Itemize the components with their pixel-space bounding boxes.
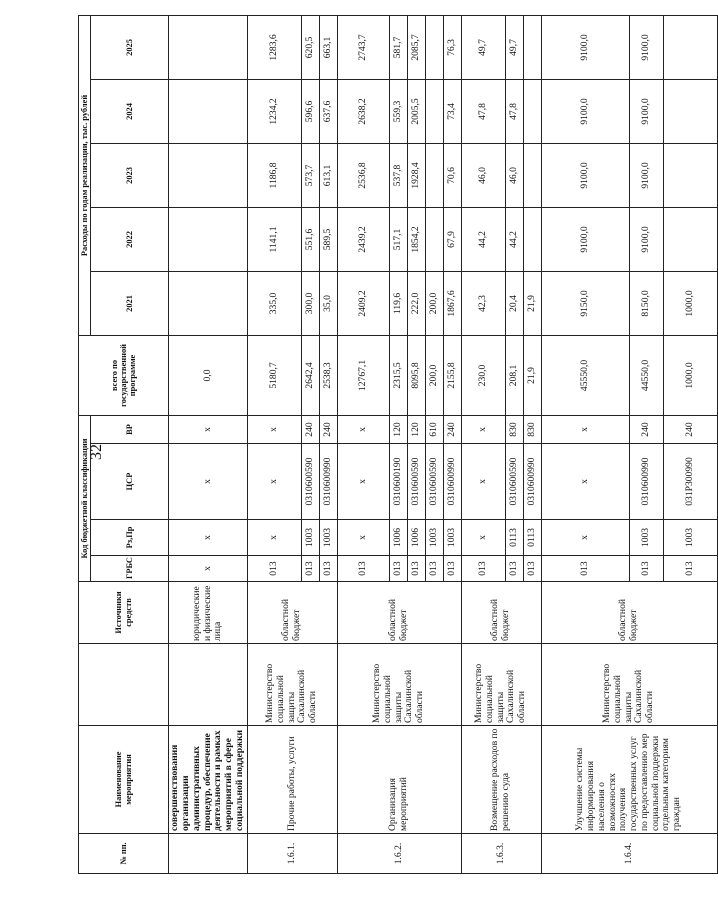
- year-value-cell: 517,1: [389, 207, 407, 271]
- total-cell: 44550,0: [629, 335, 663, 415]
- year-value-cell: [425, 143, 443, 207]
- grbs-cell: 013: [247, 556, 301, 582]
- total-cell: 12767,1: [337, 335, 389, 415]
- executor-cell: Министерство социальной защиты Сахалинской области: [461, 644, 541, 726]
- header-executor: [79, 644, 169, 726]
- year-value-cell: [663, 207, 717, 271]
- year-value-cell: 9100,0: [541, 143, 629, 207]
- funding-source: областной бюджет: [541, 582, 717, 644]
- year-value-cell: [663, 15, 717, 79]
- grbs-cell: 013: [663, 556, 717, 582]
- header-name: Наименование мероприятия: [79, 726, 169, 834]
- year-value-cell: 9150,0: [541, 271, 629, 335]
- header-year: 2025: [91, 15, 169, 79]
- vr-cell: х: [169, 415, 247, 443]
- year-value-cell: 8150,0: [629, 271, 663, 335]
- table-row: [541, 15, 629, 873]
- grbs-cell: 013: [523, 556, 541, 582]
- rzpr-cell: 0113: [505, 520, 523, 556]
- year-value-cell: 1854,2: [407, 207, 425, 271]
- year-value-cell: 2085,7: [407, 15, 425, 79]
- year-value-cell: 119,6: [389, 271, 407, 335]
- header-num: № пп.: [79, 834, 169, 874]
- rzpr-cell: 1006: [407, 520, 425, 556]
- csr-cell: х: [337, 444, 389, 520]
- year-value-cell: 47,8: [505, 79, 523, 143]
- rzpr-cell: 1003: [629, 520, 663, 556]
- table-row: [461, 15, 505, 873]
- rzpr-cell: 1003: [443, 520, 461, 556]
- row-number: 1.6.2.: [337, 834, 461, 874]
- year-value-cell: [169, 271, 247, 335]
- header-year: 2021: [91, 271, 169, 335]
- executor-cell: Министерство социальной защиты Сахалинской области: [541, 644, 717, 726]
- rzpr-cell: х: [247, 520, 301, 556]
- grbs-cell: 013: [443, 556, 461, 582]
- total-cell: 5180,7: [247, 335, 301, 415]
- funding-source: областной бюджет: [337, 582, 461, 644]
- year-value-cell: 2005,5: [407, 79, 425, 143]
- rzpr-cell: х: [461, 520, 505, 556]
- activity-name: Организация мероприятий: [337, 726, 461, 834]
- funding-source: областной бюджет: [247, 582, 337, 644]
- csr-cell: х: [541, 444, 629, 520]
- total-cell: 208,1: [505, 335, 523, 415]
- year-value-cell: 49,7: [505, 15, 523, 79]
- table-row: [247, 15, 301, 873]
- csr-cell: х: [169, 444, 247, 520]
- csr-cell: 0310600190: [389, 444, 407, 520]
- total-cell: 2155,8: [443, 335, 461, 415]
- row-number: 1.6.4.: [541, 834, 717, 874]
- grbs-cell: 013: [389, 556, 407, 582]
- csr-cell: 0310600590: [301, 444, 319, 520]
- table-body: [169, 15, 717, 873]
- vr-cell: 240: [301, 415, 319, 443]
- csr-cell: х: [461, 444, 505, 520]
- year-value-cell: 9100,0: [629, 207, 663, 271]
- year-value-cell: [169, 207, 247, 271]
- rzpr-cell: 1003: [301, 520, 319, 556]
- rzpr-cell: х: [337, 520, 389, 556]
- activity-name: Улучшение системы информирования населения о возможностях получения государственных услуг по предоставлению мер социальной поддержки отдельным категориям граждан: [541, 726, 717, 834]
- executor-cell: Министерство социальной защиты Сахалинской области: [247, 644, 337, 726]
- grbs-cell: 013: [425, 556, 443, 582]
- vr-cell: 830: [505, 415, 523, 443]
- year-value-cell: [523, 15, 541, 79]
- year-value-cell: [425, 79, 443, 143]
- total-cell: 2642,4: [301, 335, 319, 415]
- year-value-cell: 2536,8: [337, 143, 389, 207]
- year-value-cell: 42,3: [461, 271, 505, 335]
- year-value-cell: 537,8: [389, 143, 407, 207]
- grbs-cell: 013: [407, 556, 425, 582]
- vr-cell: 830: [523, 415, 541, 443]
- total-cell: 8095,8: [407, 335, 425, 415]
- grbs-cell: х: [169, 556, 247, 582]
- csr-cell: 0310600990: [319, 444, 337, 520]
- header-vr: ВР: [91, 415, 169, 443]
- grbs-cell: 013: [337, 556, 389, 582]
- year-value-cell: 9100,0: [629, 15, 663, 79]
- activity-name: совершенствования организации административных процедур, обеспечение деятельности и рамках мероприятий в сфере социальной поддержки: [169, 726, 247, 834]
- year-value-cell: 2638,2: [337, 79, 389, 143]
- year-value-cell: 44,2: [505, 207, 523, 271]
- year-value-cell: 44,2: [461, 207, 505, 271]
- year-value-cell: 620,5: [301, 15, 319, 79]
- rzpr-cell: 0113: [523, 520, 541, 556]
- year-value-cell: [425, 15, 443, 79]
- rzpr-cell: 1003: [425, 520, 443, 556]
- vr-cell: х: [247, 415, 301, 443]
- funding-source: областной бюджет: [461, 582, 541, 644]
- total-cell: 1000,0: [663, 335, 717, 415]
- year-value-cell: 73,4: [443, 79, 461, 143]
- rotated-table-container: [78, 16, 695, 874]
- year-value-cell: [523, 207, 541, 271]
- total-cell: 2538,3: [319, 335, 337, 415]
- rzpr-cell: х: [169, 520, 247, 556]
- year-value-cell: 2743,7: [337, 15, 389, 79]
- year-value-cell: 1867,6: [443, 271, 461, 335]
- vr-cell: 120: [407, 415, 425, 443]
- total-cell: 2315,5: [389, 335, 407, 415]
- vr-cell: 120: [389, 415, 407, 443]
- year-value-cell: 589,5: [319, 207, 337, 271]
- year-value-cell: 1000,0: [663, 271, 717, 335]
- row-number: 1.6.1.: [247, 834, 337, 874]
- vr-cell: 240: [663, 415, 717, 443]
- csr-cell: 0310600590: [407, 444, 425, 520]
- header-year: 2024: [91, 79, 169, 143]
- executor-cell: [169, 644, 247, 726]
- grbs-cell: 013: [505, 556, 523, 582]
- executor-cell: Министерство социальной защиты Сахалинской области: [337, 644, 461, 726]
- grbs-cell: 013: [319, 556, 337, 582]
- csr-cell: 0310600990: [523, 444, 541, 520]
- activity-name: Прочие работы, услуги: [247, 726, 337, 834]
- total-cell: 0,0: [169, 335, 247, 415]
- page-number: 32: [88, 444, 105, 460]
- year-value-cell: 9100,0: [541, 207, 629, 271]
- vr-cell: х: [541, 415, 629, 443]
- header-year: 2022: [91, 207, 169, 271]
- year-value-cell: 663,1: [319, 15, 337, 79]
- vr-cell: х: [337, 415, 389, 443]
- header-year: 2023: [91, 143, 169, 207]
- year-value-cell: 581,7: [389, 15, 407, 79]
- header-grbs: ГРБС: [91, 556, 169, 582]
- funding-source: юридические и физические лица: [169, 582, 247, 644]
- vr-cell: 240: [443, 415, 461, 443]
- csr-cell: 0310600990: [629, 444, 663, 520]
- year-value-cell: 613,1: [319, 143, 337, 207]
- year-value-cell: 46,0: [505, 143, 523, 207]
- table-row: [337, 15, 389, 873]
- year-value-cell: 70,6: [443, 143, 461, 207]
- year-value-cell: 300,0: [301, 271, 319, 335]
- vr-cell: 240: [319, 415, 337, 443]
- table-row: [169, 15, 247, 873]
- year-value-cell: 9100,0: [629, 143, 663, 207]
- year-value-cell: 335,0: [247, 271, 301, 335]
- year-value-cell: [663, 143, 717, 207]
- vr-cell: 610: [425, 415, 443, 443]
- year-value-cell: 20,4: [505, 271, 523, 335]
- year-value-cell: 47,8: [461, 79, 505, 143]
- year-value-cell: 2439,2: [337, 207, 389, 271]
- header-total: всего по государственной программе: [79, 335, 169, 415]
- year-value-cell: 1283,6: [247, 15, 301, 79]
- year-value-cell: 559,3: [389, 79, 407, 143]
- year-value-cell: 9100,0: [541, 15, 629, 79]
- year-value-cell: [169, 15, 247, 79]
- vr-cell: 240: [629, 415, 663, 443]
- year-value-cell: [169, 143, 247, 207]
- budget-table: [78, 15, 718, 874]
- header-rzpr: Рз,Пр: [91, 520, 169, 556]
- row-number: 1.6.3.: [461, 834, 541, 874]
- year-value-cell: 1234,2: [247, 79, 301, 143]
- year-value-cell: 200,0: [425, 271, 443, 335]
- year-value-cell: 596,6: [301, 79, 319, 143]
- header-csr: ЦСР: [91, 444, 169, 520]
- total-cell: 200,0: [425, 335, 443, 415]
- header-code-group: Код бюджетной классификации: [79, 415, 91, 581]
- year-value-cell: 67,9: [443, 207, 461, 271]
- year-value-cell: 76,3: [443, 15, 461, 79]
- year-value-cell: 1928,4: [407, 143, 425, 207]
- header-row-1: [79, 15, 91, 873]
- rzpr-cell: 1006: [389, 520, 407, 556]
- year-value-cell: 46,0: [461, 143, 505, 207]
- year-value-cell: 1141,1: [247, 207, 301, 271]
- csr-cell: 031Р300990: [663, 444, 717, 520]
- csr-cell: х: [247, 444, 301, 520]
- row-number: [169, 834, 247, 874]
- year-value-cell: 21,9: [523, 271, 541, 335]
- year-value-cell: [523, 143, 541, 207]
- year-value-cell: 35,0: [319, 271, 337, 335]
- vr-cell: х: [461, 415, 505, 443]
- year-value-cell: 551,6: [301, 207, 319, 271]
- year-value-cell: [523, 79, 541, 143]
- rzpr-cell: 1003: [319, 520, 337, 556]
- year-value-cell: 637,6: [319, 79, 337, 143]
- header-years-group: Расходы по годам реализации, тыс. рублей: [79, 15, 91, 335]
- csr-cell: 0310600590: [505, 444, 523, 520]
- grbs-cell: 013: [541, 556, 629, 582]
- year-value-cell: 9100,0: [629, 79, 663, 143]
- grbs-cell: 013: [629, 556, 663, 582]
- year-value-cell: 2409,2: [337, 271, 389, 335]
- year-value-cell: 1186,8: [247, 143, 301, 207]
- csr-cell: 0310600990: [443, 444, 461, 520]
- rzpr-cell: х: [541, 520, 629, 556]
- header-source: Источники средств: [79, 582, 169, 644]
- year-value-cell: 222,0: [407, 271, 425, 335]
- rzpr-cell: 1003: [663, 520, 717, 556]
- year-value-cell: 49,7: [461, 15, 505, 79]
- total-cell: 21,9: [523, 335, 541, 415]
- year-value-cell: [169, 79, 247, 143]
- year-value-cell: [663, 79, 717, 143]
- year-value-cell: 573,7: [301, 143, 319, 207]
- csr-cell: 0310600590: [425, 444, 443, 520]
- year-value-cell: [425, 207, 443, 271]
- year-value-cell: 9100,0: [541, 79, 629, 143]
- grbs-cell: 013: [301, 556, 319, 582]
- total-cell: 45550,0: [541, 335, 629, 415]
- total-cell: 230,0: [461, 335, 505, 415]
- activity-name: Возмещение расходов по решению суда: [461, 726, 541, 834]
- grbs-cell: 013: [461, 556, 505, 582]
